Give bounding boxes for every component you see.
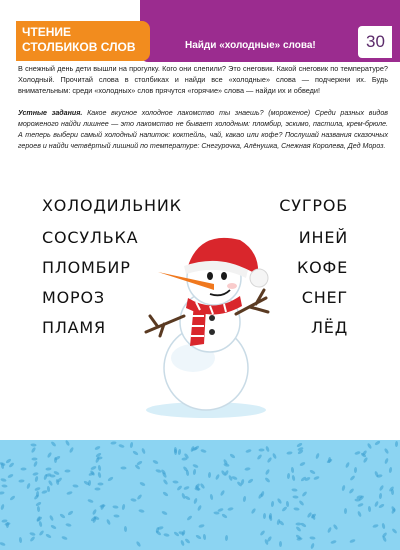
snow-dot [130,442,134,448]
snow-dot [45,467,51,471]
snow-dot [357,511,362,518]
snow-dot [209,494,213,500]
snow-dot [203,534,207,540]
snow-dot [344,508,347,514]
snow-dot [197,505,202,512]
snow-dot [106,519,111,526]
snow-dot [198,524,205,528]
left-word: МОРОЗ [42,288,105,307]
snow-dot [244,467,250,471]
snow-dot [155,530,162,536]
snow-dot [94,445,101,450]
snow-dot [301,491,307,497]
snow-dot [130,498,136,502]
snow-dot [349,538,356,543]
snow-dot [65,440,71,446]
snow-dot [272,453,277,460]
snow-dot [268,515,273,522]
snow-dot [176,485,182,491]
right-word: СНЕГ [301,288,348,307]
left-word: ПЛОМБИР [42,258,131,277]
snow-dot [330,540,337,545]
snow-dot [29,536,35,542]
snow-dot [381,523,385,530]
snow-dot [291,475,295,482]
snow-dot [31,447,37,454]
snow-dot [333,524,339,531]
snow-dot [172,480,178,484]
snow-dot [291,467,295,473]
snow-dot [136,460,143,466]
snow-dot [33,461,38,468]
snow-dot [141,448,146,455]
snow-dot [0,491,5,495]
snow-dot [113,514,119,518]
snow-dot [277,498,283,505]
snow-dot [132,450,139,456]
snow-dot [240,479,244,486]
snow-dot [229,453,236,459]
snow-dot [61,536,68,541]
snow-dot [96,456,102,460]
snow-dot [162,479,168,486]
snow-dot [136,494,142,501]
snow-dot [374,440,381,446]
oral-tasks-text: Какое вкусное холодное лакомство ты знаешь? (мороженое) Среди разных видов мороженого найди лишнее — это лакомство не бывает холодным: пломбир, эскимо, пастила, крем-брюле. А теперь выбери самый холодный напиток: коктейль, чай, какао или кофе? Послушай названия сказочных героев и найди четвёртый лишний по температуре: Снегурочка, Алёнушка, Снежная Королева, Дед Мороз. [18,109,388,150]
snow-dot [213,511,219,515]
snow-dot [88,480,92,486]
snow-dot [195,534,202,540]
snow-dot [47,452,53,459]
snow-dot [38,521,42,528]
snow-dot [50,441,56,447]
snow-dot [94,487,100,490]
snow-dot [389,467,393,473]
snow-dot [34,476,38,483]
snow-dot [395,441,398,447]
snow-dot [348,488,354,494]
snow-dot [309,469,316,475]
snow-dot [50,524,57,530]
snow-dot [194,487,200,491]
snow-dot [374,471,379,478]
snow-dot [225,535,228,541]
snow-dot [391,489,394,495]
snow-dot [72,484,78,488]
snow-dot [112,505,118,509]
snow-dot [298,500,304,506]
snow-dot [138,509,145,513]
snow-dot [251,508,257,515]
snow-dot [59,513,66,519]
snow-dot [227,507,234,511]
right-word: ЛЁД [310,318,348,337]
snow-dot [354,467,357,473]
snow-dot [384,448,390,455]
snow-dot [265,446,270,453]
snow-dot [368,506,372,512]
snow-dot [65,523,72,527]
snow-dot [349,475,355,481]
section-title-line1: ЧТЕНИЕ [22,25,72,39]
snow-dot [66,491,73,496]
snow-dot [0,478,7,482]
snow-dot [287,473,291,479]
snow-dot [139,481,146,486]
snowman-illustration [118,228,288,428]
snow-dot [263,513,266,519]
snow-dot [155,469,162,474]
snow-dot [49,515,54,522]
snow-pattern-background [0,440,400,550]
snow-dot [120,466,126,469]
snow-dot [0,541,6,546]
snow-dot [41,490,48,495]
snow-dot [293,507,299,511]
snow-dot [345,462,350,469]
snow-dot [200,449,207,454]
snow-dot [45,533,52,539]
snow-dot [152,459,159,464]
snow-dot [183,485,190,490]
snow-dot [107,476,114,482]
snow-dot [286,501,290,507]
snow-dot [310,543,315,550]
snow-dot [327,527,332,534]
snow-dot [264,477,270,483]
snow-dot [291,488,297,492]
snow-dot [295,526,301,532]
snow-dot [31,457,37,460]
snow-dot [271,501,275,507]
left-word: ПЛАМЯ [42,318,106,337]
snow-dot [215,474,220,481]
snow-dot [378,503,385,509]
snow-dot [313,476,320,481]
snow-dot [19,537,23,543]
snow-dot [372,524,379,529]
snow-dot [220,490,226,497]
snow-dot [300,522,307,528]
snow-dot [92,509,97,516]
snow-dot [292,495,298,498]
snow-dot [278,520,284,526]
snow-dot [258,448,264,451]
snow-dot [110,441,116,445]
snow-dot [245,449,252,454]
snow-dot [267,536,273,543]
left-word: ХОЛОДИЛЬНИК [42,196,182,215]
snow-dot [243,496,247,502]
snow-dot [192,463,199,468]
left-word: СОСУЛЬКА [42,228,139,247]
right-word: ИНЕЙ [298,228,348,247]
snow-dot [384,458,389,465]
page-number: 30 [366,32,385,51]
snow-dot [265,469,271,476]
snow-dot [8,462,14,468]
snow-dot [38,530,44,537]
section-title-tag [16,21,150,61]
snow-dot [97,482,103,485]
snow-dot [97,472,101,479]
snow-dot [309,536,315,540]
snow-dot [363,457,369,464]
snow-dot [162,472,168,479]
snow-dot [186,470,190,476]
snow-dot [367,443,373,450]
snow-dot [90,465,97,470]
snow-dot [279,541,282,547]
snow-dot [184,538,190,544]
snow-dot [9,495,16,501]
oral-tasks-paragraph [18,108,388,152]
snow-dot [181,457,187,460]
snow-dot [259,530,265,536]
right-word: КОФЕ [296,258,348,277]
snow-dot [267,457,273,464]
snow-dot [98,465,102,471]
snow-dot [7,473,14,478]
snow-dot [315,453,320,460]
snow-dot [341,485,345,492]
oral-tasks-label: Устные задания. [18,109,83,117]
snow-dot [221,513,228,519]
snow-dot [118,444,125,449]
snow-dot [136,541,142,548]
snow-dot [37,506,41,512]
snow-dot [124,526,127,532]
snow-dot [174,447,178,453]
snow-dot [0,504,5,511]
snow-dot [163,533,169,537]
snow-dot [379,493,383,499]
snow-dot [157,526,164,530]
snow-dot [64,469,70,472]
snow-dot [26,483,31,490]
snow-dot [56,477,62,483]
snow-dot [354,498,360,501]
right-word: СУГРОБ [279,196,348,215]
snow-dot [391,528,397,534]
page-subtitle: Найди «холодные» слова! [185,40,316,51]
snow-dot [20,467,26,470]
snow-dot [193,469,197,475]
snow-dot [379,485,385,492]
snow-dot [121,504,125,510]
snow-dot [256,454,262,461]
snow-dot [286,451,292,455]
snow-dot [18,479,24,483]
snow-dot [6,522,9,528]
intro-paragraph: В снежный день дети вышли на прогулку. Кого они слепили? Это снеговик. Какой снеговик по температуре? Холодный. Прочитай слова в столбиках и найди все «холодные» слова — подчеркни их. Будь внимательным: среди «холодных» слов прячутся «горячие» слова — найди их и обведи! [18,64,388,95]
snow-dot [357,503,364,508]
snow-dot [67,510,74,516]
snow-dot [299,461,306,466]
snow-dot [87,499,94,504]
snow-dot [186,515,192,521]
snow-dot [1,484,7,488]
snow-dot [162,491,169,497]
snow-dot [178,449,182,455]
snow-dot [184,495,191,501]
section-title-line2: СТОЛБИКОВ СЛОВ [22,40,136,54]
snow-dot [247,478,254,484]
snow-dot [193,498,198,505]
snow-dot [161,510,168,515]
snow-dot [69,447,75,454]
snow-dot [181,530,186,537]
snow-dot [208,472,211,478]
snow-dot [100,504,105,511]
